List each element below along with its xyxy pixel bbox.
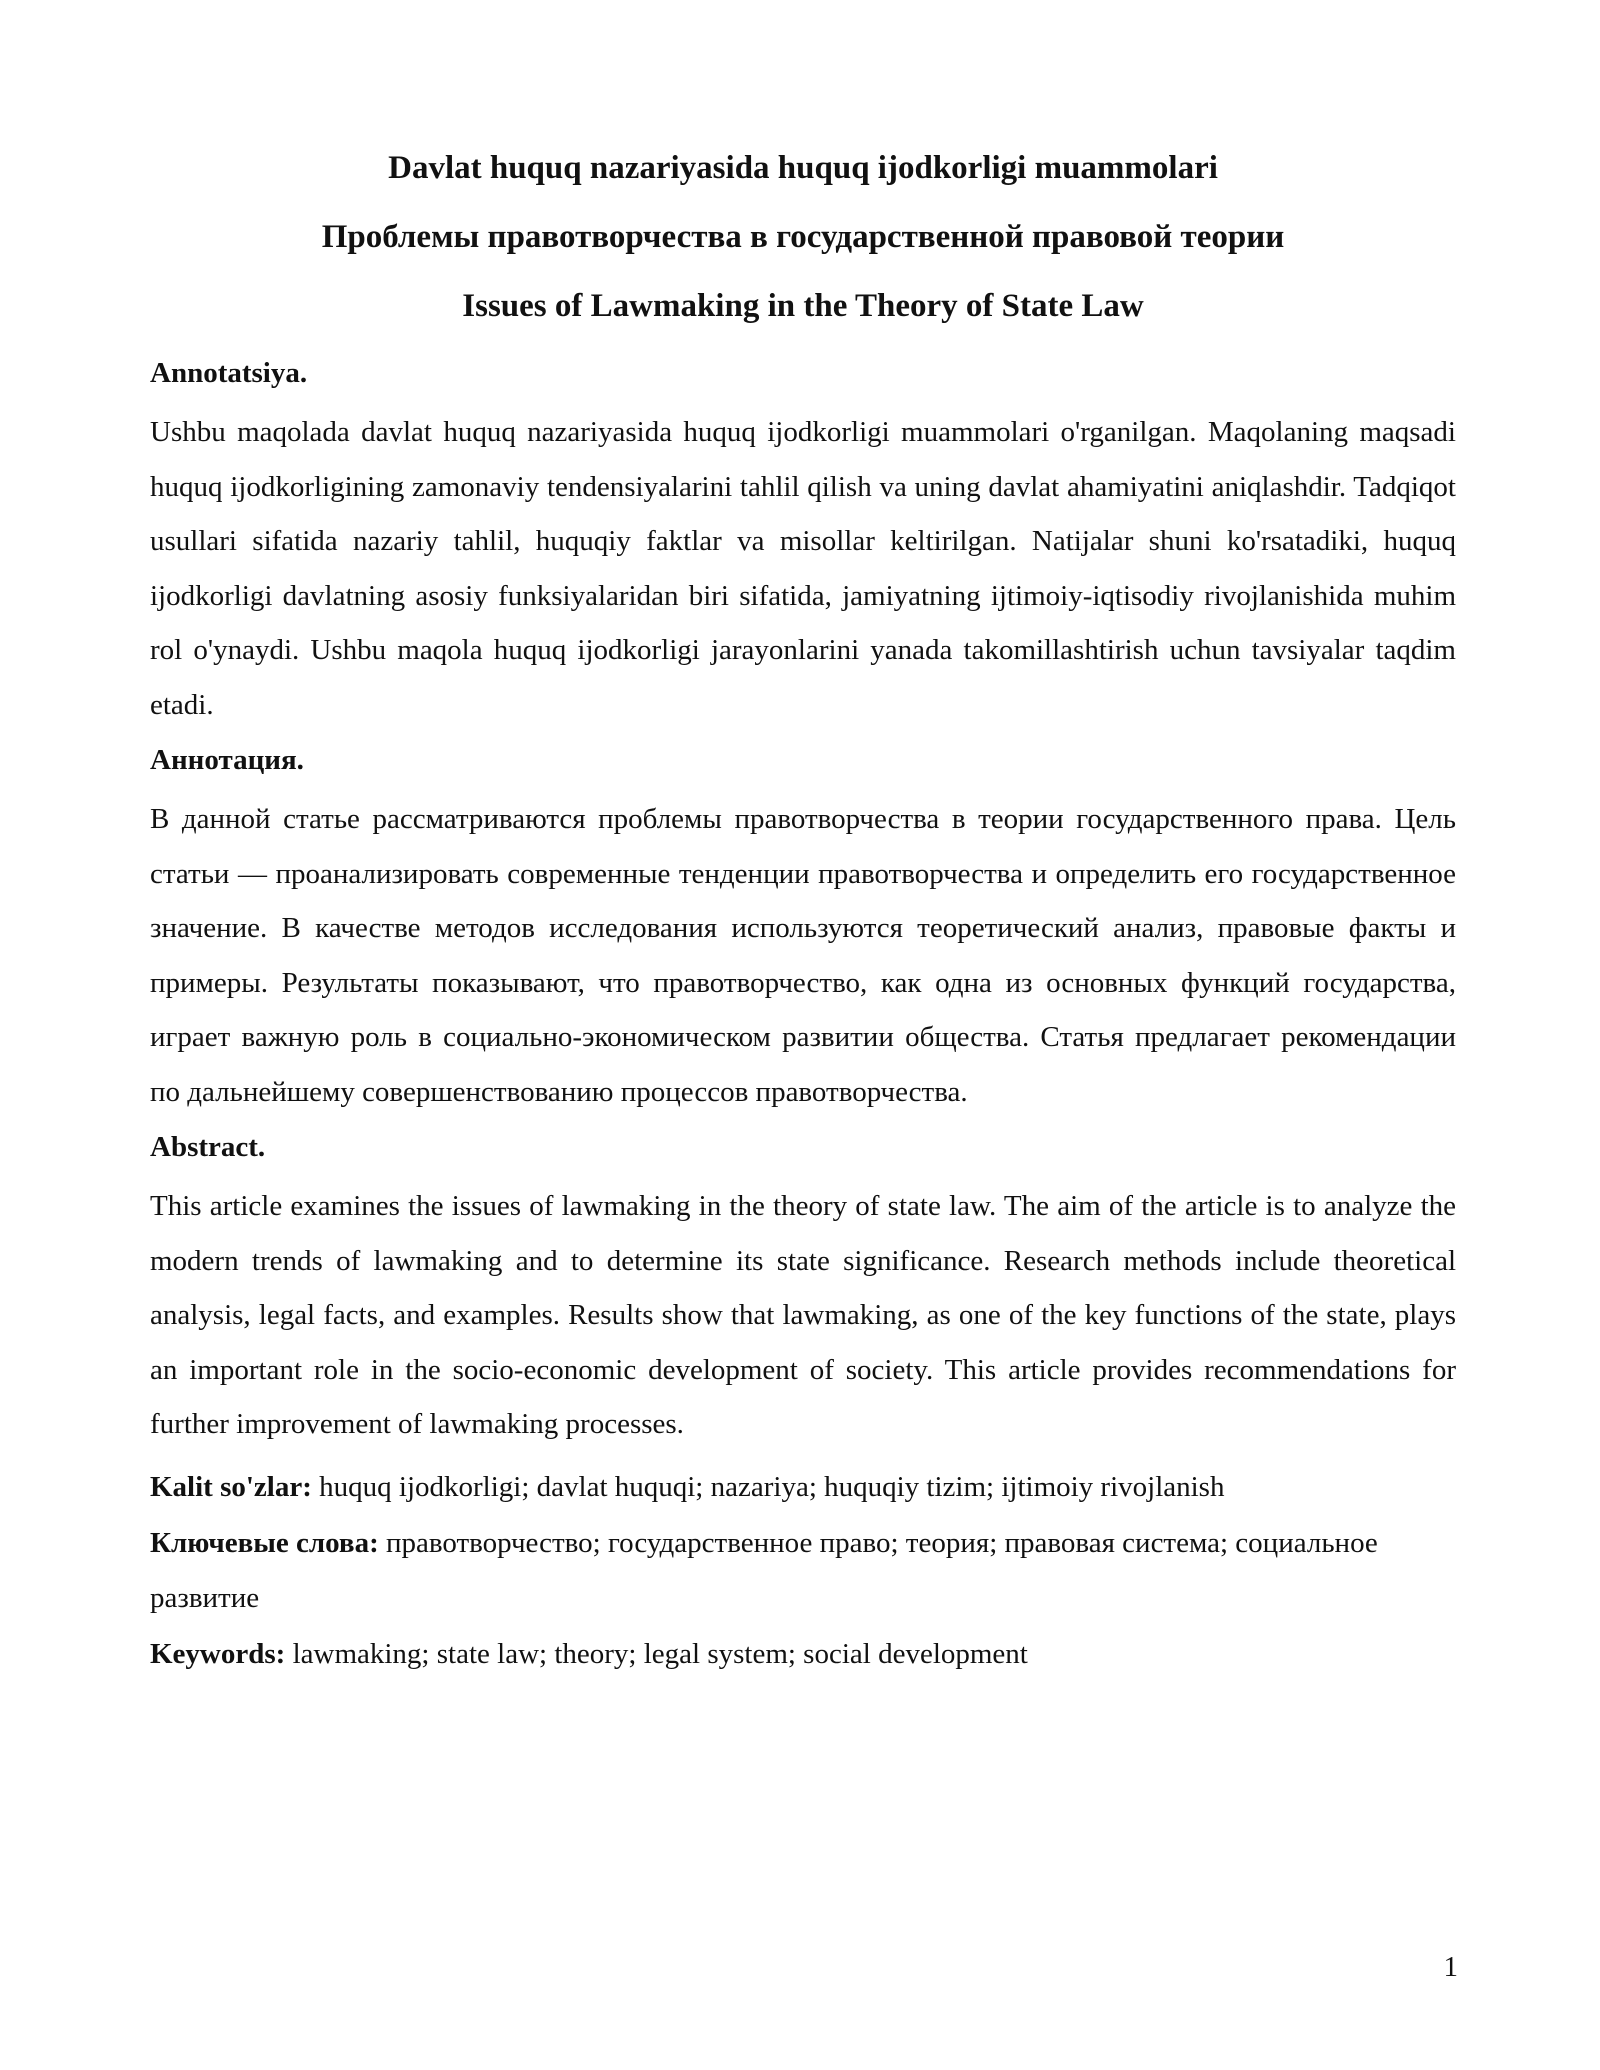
keywords-ru-text: правотворчество; государственное право; теория; правовая система; социальное развитие (150, 1527, 1378, 1614)
keywords-uz (150, 1460, 1456, 1515)
keywords-en-label: Keywords: (150, 1638, 286, 1670)
title-english: Issues of Lawmaking in the Theory of State Law (462, 288, 1144, 324)
abstract-ru-text: В данной статье рассматриваются проблемы правотворчества в теории государственного права. Цель статьи — проанализировать современные тенденции правотворчества и определить его государственное значение. В качестве методов исследования используются теоретический анализ, правовые факты и примеры. Результаты показывают, что правотворчество, как одна из основных функций государства, играет важную роль в социально-экономическом развитии общества. Статья предлагает рекомендации по дальнейшему совершенствованию процессов правотворчества. (150, 803, 1456, 1108)
title-russian: Проблемы правотворчества в государственной правовой теории (321, 219, 1285, 255)
keywords-en (150, 1627, 1456, 1682)
keywords-uz-text: huquq ijodkorligi; davlat huquqi; nazariya; huquqiy tizim; ijtimoiy rivojlanish (311, 1470, 1225, 1503)
page-number: 1 (1443, 1951, 1458, 1983)
abstract-uz-heading: Annotatsiya. (150, 357, 308, 389)
page-content (150, 146, 1456, 1684)
title-uzbek: Davlat huquq nazariyasida huquq ijodkorligi muammolari (388, 150, 1218, 186)
abstract-en-text: This article examines the issues of lawmaking in the theory of state law. The aim of the article is to analyze the modern trends of lawmaking and to determine its state significance. Research methods include theoretical analysis, legal facts, and examples. Results show that lawmaking, as one of the key functions of the state, plays an important role in the socio-economic development of society. This article provides recommendations for further improvement of lawmaking processes. (150, 1190, 1456, 1440)
abstract-uz-text: Ushbu maqolada davlat huquq nazariyasida huquq ijodkorligi muammolari o'rganilgan. Maqolaning maqsadi huquq ijodkorligining zamonaviy tendensiyalarini tahlil qilish va uning davlat ahamiyatini aniqlashdir. Tadqiqot usullari sifatida nazariy tahlil, huquqiy faktlar va misollar keltirilgan. Natijalar shuni ko'rsatadiki, huquq ijodkorligi davlatning asosiy funksiyalaridan biri sifatida, jamiyatning ijtimoiy-iqtisodiy rivojlanishida muhim rol o'ynaydi. Ushbu maqola huquq ijodkorligi jarayonlarini yanada takomillashtirish uchun tavsiyalar taqdim etadi. (150, 416, 1456, 721)
keywords-en-text: lawmaking; state law; theory; legal system; social development (285, 1638, 1028, 1670)
abstract-ru-heading: Аннотация. (150, 744, 304, 776)
keywords-uz-label: Kalit so'zlar: (150, 1470, 312, 1503)
keywords-ru-label: Ключевые слова: (150, 1527, 379, 1559)
keywords-ru (150, 1516, 1456, 1625)
abstract-en-heading: Abstract. (150, 1131, 266, 1163)
